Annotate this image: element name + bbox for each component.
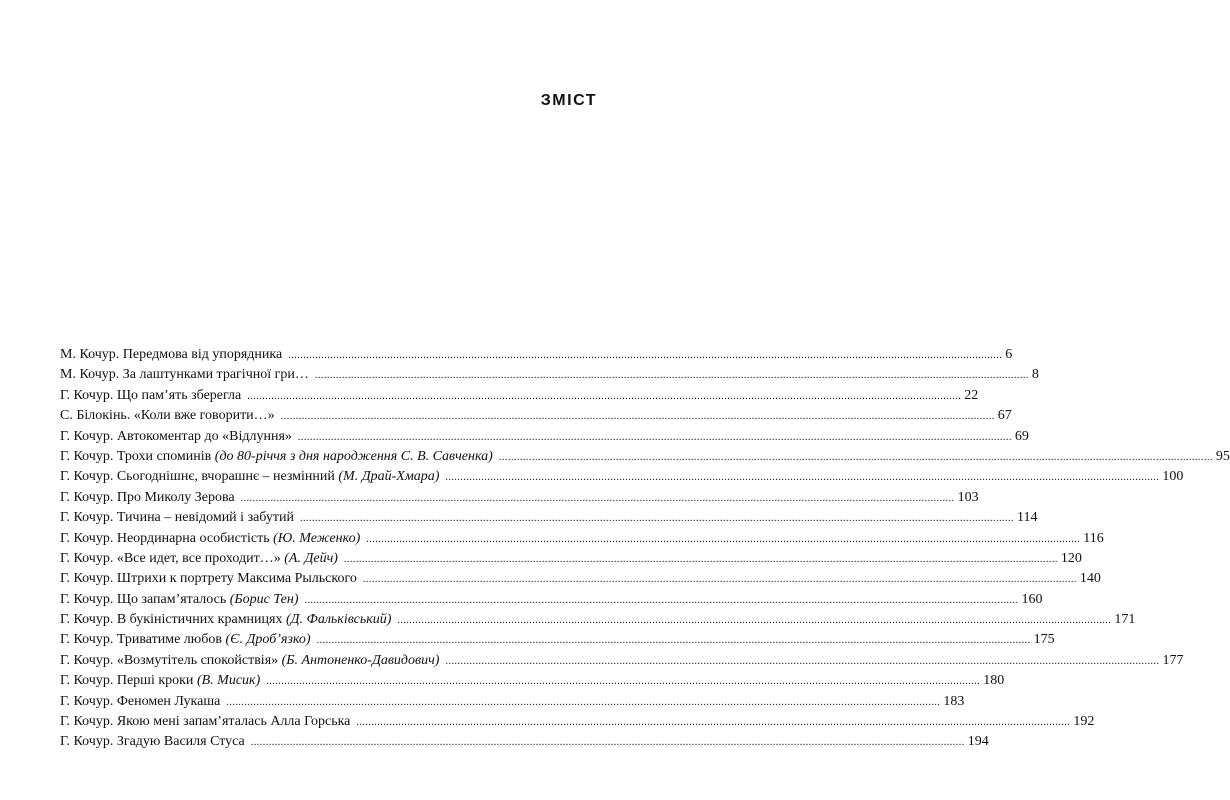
entry-subject: (до 80-річчя з дня народження С. В. Савченка) [214,448,493,464]
entry-title-text: Г. Кочур. Перші кроки [60,673,197,689]
dot-leader [305,591,1019,611]
toc-entry [60,569,1101,589]
entry-title [60,549,338,569]
entry-title [60,569,357,589]
entry-title [60,467,439,487]
dot-leader [445,652,1159,672]
entry-title-text: Г. Кочур. Якою мені запам’яталась Алла Горська [60,714,351,730]
toc-entry [60,427,1029,447]
dot-leader [281,407,995,427]
page-number: 120 [1060,550,1082,566]
dot-leader [315,366,1029,386]
toc-entry [60,488,979,508]
page-number: 69 [1014,428,1029,444]
toc-entry [60,651,1184,671]
dot-leader [499,448,1213,468]
toc-entry [60,447,1230,467]
toc-entry [60,590,1043,610]
dot-leader [317,631,1031,651]
page-number: 103 [957,489,979,505]
toc-entry [60,732,989,752]
dot-leader [288,346,1002,366]
entry-subject: (Ю. Меженко) [273,530,361,546]
entry-title-text: Г. Кочур. «Возмутітель спокойствія» [60,652,282,668]
dot-leader [266,672,980,692]
toc-entry [60,508,1038,528]
entry-title [60,508,294,528]
entry-title [60,386,241,406]
toc-entry [60,549,1082,569]
dot-leader [344,550,1058,570]
entry-title [60,406,275,426]
entry-title [60,590,299,610]
page-number: 8 [1031,367,1039,383]
page-number: 95 [1215,448,1230,464]
page-number: 160 [1021,591,1043,607]
toc-entry [60,386,979,406]
dot-leader [226,693,940,713]
toc-entry [60,630,1055,650]
toc-entry [60,467,1184,487]
toc-entry [60,712,1095,732]
toc-entry [60,671,1005,691]
entry-title [60,630,311,650]
dot-leader [397,611,1111,631]
entry-title [60,365,309,385]
dot-leader [300,509,1014,529]
entry-title [60,529,360,549]
page-title: ЗМІСТ [540,92,597,109]
entry-title [60,712,350,732]
entry-title-text: Г. Кочур. Автокоментар до «Відлуння» [60,428,292,444]
entry-title [60,427,292,447]
entry-subject: (Борис Тен) [229,591,299,607]
entry-title-text: Г. Кочур. Трохи споминів [60,448,215,464]
entry-subject: (В. Мисик) [196,673,261,689]
entry-title-text: Г. Кочур. Тичина – невідомий і забутий [60,510,295,526]
page-number: 180 [983,673,1005,689]
entry-title [60,692,220,712]
entry-title [60,671,260,691]
entry-title-text: Г. Кочур. Неординарна особистість [60,530,274,546]
page-number: 194 [967,734,989,750]
page-number: 114 [1017,510,1038,526]
entry-title-text: Г. Кочур. Що запам’яталось [60,591,230,607]
toc-entry [60,529,1104,549]
dot-leader [356,713,1070,733]
page-number: 177 [1162,652,1184,668]
entry-title [60,488,235,508]
entry-title-text: Г. Кочур. Феномен Лукаша [60,693,221,709]
dot-leader [251,733,965,753]
table-of-contents [60,345,1230,753]
page-number: 171 [1114,612,1136,628]
page-number: 22 [964,387,979,403]
entry-title-text: М. Кочур. Передмова від упорядника [60,347,283,362]
page-number: 67 [997,408,1012,424]
page-number: 183 [943,693,965,709]
entry-title-text: Г. Кочур. Що пам’ять зберегла [60,387,242,403]
entry-title [60,732,245,752]
toc-entry [60,406,1012,426]
dot-leader [445,468,1159,488]
page-number: 192 [1073,714,1095,730]
entry-title-text: Г. Кочур. Про Миколу Зерова [60,489,235,505]
entry-title-text: Г. Кочур. Штрихи к портрету Максима Рыльского [60,571,357,587]
entry-title [60,447,493,467]
entry-subject: (Б. Антоненко-Давидович) [281,652,440,668]
entry-title-text: М. Кочур. За лаштунками трагічної гри… [60,367,309,383]
entry-subject: (А. Дейч) [284,550,338,566]
toc-entry [60,365,1039,385]
entry-title-text: С. Білокінь. «Коли вже говорити…» [60,408,275,424]
page-number: 100 [1162,469,1184,485]
entry-title-text: Г. Кочур. Згадую Василя Стуса [60,734,245,750]
entry-title [60,345,282,365]
dot-leader [366,530,1080,550]
entry-subject: (М. Драй-Хмара) [338,469,440,485]
page-number: 140 [1079,571,1101,587]
dot-leader [363,570,1077,590]
entry-title-text: Г. Кочур. В букіністичних крамницях [60,612,286,628]
entry-title-text: Г. Кочур. Триватиме любов [60,632,226,648]
toc-entry [60,345,1013,365]
dot-leader [241,489,955,509]
entry-title-text: Г. Кочур. «Все идет, все проходит…» [60,550,285,566]
page-number: 175 [1033,632,1055,648]
entry-subject: (Д. Фальківський) [285,612,392,628]
entry-subject: (Є. Дроб’язко) [225,632,311,648]
entry-title-text: Г. Кочур. Сьогоднішнє, вчорашнє – незмінний [60,469,339,485]
toc-entry [60,692,965,712]
page-number: 116 [1083,530,1104,546]
dot-leader [247,387,961,407]
page-number: 6 [1005,347,1013,362]
entry-title [60,610,391,630]
toc-entry [60,610,1136,630]
dot-leader [298,428,1012,448]
entry-title [60,651,439,671]
